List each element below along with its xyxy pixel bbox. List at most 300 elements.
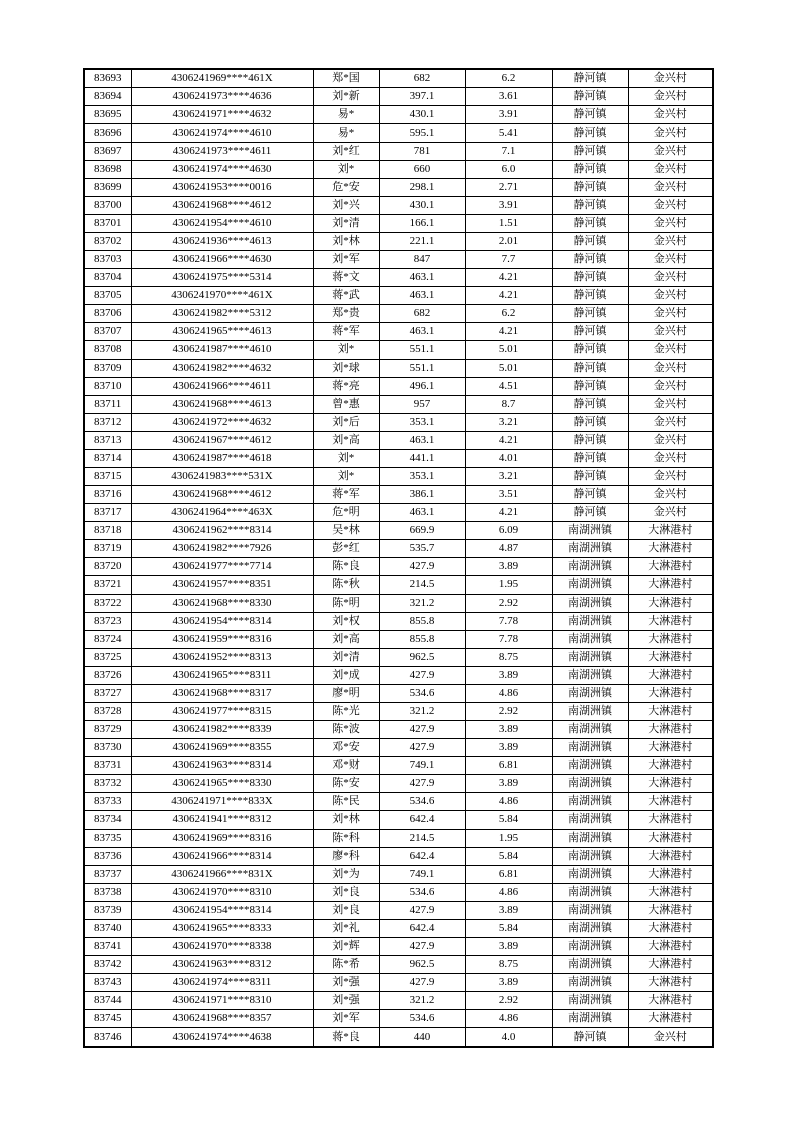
cell-serial: 83698	[84, 160, 131, 178]
cell-serial: 83705	[84, 287, 131, 305]
table-row	[84, 449, 713, 467]
cell-area: 2.92	[465, 992, 552, 1010]
cell-name: 刘*辉	[313, 938, 379, 956]
cell-area: 7.1	[465, 142, 552, 160]
cell-village: 金兴村	[628, 232, 713, 250]
cell-serial: 83707	[84, 323, 131, 341]
table-row	[84, 666, 713, 684]
cell-id-number: 4306241968****8357	[131, 1010, 313, 1028]
cell-serial: 83723	[84, 612, 131, 630]
cell-name: 刘*良	[313, 883, 379, 901]
table-row	[84, 124, 713, 142]
cell-area: 4.86	[465, 883, 552, 901]
cell-area: 3.89	[465, 775, 552, 793]
cell-town: 静河镇	[552, 305, 628, 323]
cell-amount: 321.2	[379, 992, 465, 1010]
cell-amount: 957	[379, 395, 465, 413]
table-row	[84, 431, 713, 449]
cell-serial: 83725	[84, 648, 131, 666]
cell-id-number: 4306241954****8314	[131, 612, 313, 630]
cell-amount: 749.1	[379, 757, 465, 775]
cell-town: 静河镇	[552, 69, 628, 88]
cell-name: 刘*球	[313, 359, 379, 377]
cell-village: 金兴村	[628, 142, 713, 160]
table-row	[84, 486, 713, 504]
cell-amount: 427.9	[379, 775, 465, 793]
table-row	[84, 739, 713, 757]
cell-id-number: 4306241974****4638	[131, 1028, 313, 1047]
cell-amount: 551.1	[379, 359, 465, 377]
cell-town: 静河镇	[552, 341, 628, 359]
cell-village: 金兴村	[628, 467, 713, 485]
cell-amount: 463.1	[379, 269, 465, 287]
cell-name: 刘*林	[313, 811, 379, 829]
cell-serial: 83713	[84, 431, 131, 449]
cell-village: 金兴村	[628, 395, 713, 413]
cell-village: 金兴村	[628, 377, 713, 395]
cell-id-number: 4306241974****8311	[131, 974, 313, 992]
cell-town: 静河镇	[552, 214, 628, 232]
cell-area: 6.2	[465, 69, 552, 88]
cell-serial: 83697	[84, 142, 131, 160]
table-row	[84, 178, 713, 196]
cell-amount: 496.1	[379, 377, 465, 395]
cell-serial: 83742	[84, 956, 131, 974]
table-row	[84, 467, 713, 485]
cell-area: 2.92	[465, 594, 552, 612]
cell-amount: 642.4	[379, 919, 465, 937]
cell-serial: 83719	[84, 540, 131, 558]
cell-village: 大淋港村	[628, 956, 713, 974]
cell-amount: 642.4	[379, 847, 465, 865]
cell-name: 刘*强	[313, 992, 379, 1010]
cell-serial: 83710	[84, 377, 131, 395]
cell-area: 4.21	[465, 504, 552, 522]
cell-name: 刘*高	[313, 630, 379, 648]
cell-area: 8.75	[465, 648, 552, 666]
cell-town: 静河镇	[552, 160, 628, 178]
cell-amount: 534.6	[379, 793, 465, 811]
cell-amount: 962.5	[379, 648, 465, 666]
cell-area: 4.21	[465, 323, 552, 341]
cell-serial: 83715	[84, 467, 131, 485]
cell-area: 4.86	[465, 793, 552, 811]
cell-village: 金兴村	[628, 1028, 713, 1047]
cell-serial: 83720	[84, 558, 131, 576]
cell-village: 大淋港村	[628, 721, 713, 739]
cell-village: 金兴村	[628, 486, 713, 504]
cell-name: 曾*惠	[313, 395, 379, 413]
cell-town: 静河镇	[552, 449, 628, 467]
cell-town: 静河镇	[552, 142, 628, 160]
cell-amount: 166.1	[379, 214, 465, 232]
cell-id-number: 4306241957****8351	[131, 576, 313, 594]
cell-amount: 660	[379, 160, 465, 178]
cell-town: 南湖洲镇	[552, 919, 628, 937]
cell-amount: 847	[379, 251, 465, 269]
table-row	[84, 702, 713, 720]
table-row	[84, 576, 713, 594]
table-row	[84, 341, 713, 359]
cell-village: 金兴村	[628, 287, 713, 305]
cell-area: 3.21	[465, 467, 552, 485]
cell-town: 南湖洲镇	[552, 684, 628, 702]
cell-name: 刘*礼	[313, 919, 379, 937]
cell-amount: 427.9	[379, 666, 465, 684]
table-row	[84, 522, 713, 540]
cell-amount: 214.5	[379, 576, 465, 594]
cell-serial: 83746	[84, 1028, 131, 1047]
cell-village: 大淋港村	[628, 1010, 713, 1028]
cell-name: 刘*成	[313, 666, 379, 684]
cell-village: 金兴村	[628, 305, 713, 323]
cell-area: 4.21	[465, 287, 552, 305]
table-row	[84, 1010, 713, 1028]
cell-serial: 83735	[84, 829, 131, 847]
cell-town: 南湖洲镇	[552, 757, 628, 775]
cell-amount: 441.1	[379, 449, 465, 467]
table-row	[84, 883, 713, 901]
table-row	[84, 359, 713, 377]
cell-id-number: 4306241966****8314	[131, 847, 313, 865]
cell-name: 邓*财	[313, 757, 379, 775]
cell-serial: 83731	[84, 757, 131, 775]
cell-area: 6.0	[465, 160, 552, 178]
cell-id-number: 4306241977****8315	[131, 702, 313, 720]
cell-id-number: 4306241974****4630	[131, 160, 313, 178]
cell-id-number: 4306241965****8330	[131, 775, 313, 793]
cell-serial: 83693	[84, 69, 131, 88]
table-row	[84, 106, 713, 124]
cell-name: 刘*后	[313, 413, 379, 431]
cell-village: 金兴村	[628, 178, 713, 196]
cell-name: 蒋*文	[313, 269, 379, 287]
cell-area: 3.89	[465, 901, 552, 919]
cell-amount: 463.1	[379, 323, 465, 341]
cell-name: 刘*红	[313, 142, 379, 160]
table-row	[84, 232, 713, 250]
cell-area: 8.75	[465, 956, 552, 974]
cell-name: 刘*为	[313, 865, 379, 883]
cell-serial: 83709	[84, 359, 131, 377]
cell-name: 刘*新	[313, 88, 379, 106]
cell-id-number: 4306241977****7714	[131, 558, 313, 576]
cell-village: 大淋港村	[628, 666, 713, 684]
cell-amount: 682	[379, 305, 465, 323]
cell-name: 陈*秋	[313, 576, 379, 594]
table-row	[84, 829, 713, 847]
cell-name: 易*	[313, 106, 379, 124]
cell-id-number: 4306241967****4612	[131, 431, 313, 449]
cell-village: 金兴村	[628, 196, 713, 214]
cell-village: 大淋港村	[628, 702, 713, 720]
cell-amount: 534.6	[379, 1010, 465, 1028]
cell-name: 危*明	[313, 504, 379, 522]
cell-village: 金兴村	[628, 160, 713, 178]
cell-village: 大淋港村	[628, 793, 713, 811]
cell-amount: 427.9	[379, 901, 465, 919]
cell-amount: 463.1	[379, 431, 465, 449]
cell-village: 大淋港村	[628, 630, 713, 648]
cell-amount: 535.7	[379, 540, 465, 558]
cell-amount: 353.1	[379, 467, 465, 485]
cell-id-number: 4306241971****833X	[131, 793, 313, 811]
cell-id-number: 4306241936****4613	[131, 232, 313, 250]
cell-area: 3.61	[465, 88, 552, 106]
cell-id-number: 4306241982****8339	[131, 721, 313, 739]
cell-name: 陈*明	[313, 594, 379, 612]
cell-town: 静河镇	[552, 504, 628, 522]
table-row	[84, 721, 713, 739]
table-row	[84, 630, 713, 648]
cell-town: 静河镇	[552, 1028, 628, 1047]
cell-town: 南湖洲镇	[552, 793, 628, 811]
table-row	[84, 992, 713, 1010]
cell-amount: 551.1	[379, 341, 465, 359]
cell-id-number: 4306241968****8330	[131, 594, 313, 612]
table-row	[84, 684, 713, 702]
cell-town: 南湖洲镇	[552, 956, 628, 974]
cell-area: 3.89	[465, 721, 552, 739]
cell-town: 南湖洲镇	[552, 938, 628, 956]
cell-village: 大淋港村	[628, 739, 713, 757]
cell-name: 刘*良	[313, 901, 379, 919]
table-row	[84, 377, 713, 395]
cell-town: 南湖洲镇	[552, 630, 628, 648]
cell-amount: 534.6	[379, 883, 465, 901]
cell-area: 2.01	[465, 232, 552, 250]
cell-area: 5.84	[465, 847, 552, 865]
cell-serial: 83737	[84, 865, 131, 883]
cell-serial: 83724	[84, 630, 131, 648]
cell-town: 南湖洲镇	[552, 648, 628, 666]
cell-serial: 83730	[84, 739, 131, 757]
table-row	[84, 974, 713, 992]
cell-name: 廖*明	[313, 684, 379, 702]
cell-village: 大淋港村	[628, 558, 713, 576]
table-row	[84, 847, 713, 865]
cell-serial: 83703	[84, 251, 131, 269]
table-row	[84, 938, 713, 956]
cell-town: 静河镇	[552, 232, 628, 250]
cell-town: 南湖洲镇	[552, 992, 628, 1010]
cell-amount: 682	[379, 69, 465, 88]
cell-id-number: 4306241982****5312	[131, 305, 313, 323]
cell-area: 3.89	[465, 739, 552, 757]
table-row	[84, 1028, 713, 1047]
cell-village: 金兴村	[628, 413, 713, 431]
cell-id-number: 4306241962****8314	[131, 522, 313, 540]
cell-amount: 440	[379, 1028, 465, 1047]
table-row	[84, 775, 713, 793]
cell-serial: 83733	[84, 793, 131, 811]
cell-area: 2.71	[465, 178, 552, 196]
cell-town: 静河镇	[552, 251, 628, 269]
cell-name: 刘*清	[313, 648, 379, 666]
cell-village: 金兴村	[628, 359, 713, 377]
table-row	[84, 919, 713, 937]
cell-serial: 83745	[84, 1010, 131, 1028]
cell-name: 蒋*军	[313, 486, 379, 504]
cell-town: 静河镇	[552, 323, 628, 341]
cell-village: 金兴村	[628, 269, 713, 287]
cell-id-number: 4306241987****4618	[131, 449, 313, 467]
cell-serial: 83704	[84, 269, 131, 287]
table-row	[84, 612, 713, 630]
cell-serial: 83740	[84, 919, 131, 937]
cell-id-number: 4306241963****8312	[131, 956, 313, 974]
cell-id-number: 4306241968****4612	[131, 196, 313, 214]
cell-town: 南湖洲镇	[552, 576, 628, 594]
cell-id-number: 4306241953****0016	[131, 178, 313, 196]
cell-name: 陈*波	[313, 721, 379, 739]
cell-town: 南湖洲镇	[552, 612, 628, 630]
cell-town: 南湖洲镇	[552, 883, 628, 901]
cell-area: 5.41	[465, 124, 552, 142]
cell-area: 3.89	[465, 558, 552, 576]
cell-village: 金兴村	[628, 504, 713, 522]
cell-town: 南湖洲镇	[552, 901, 628, 919]
cell-village: 金兴村	[628, 106, 713, 124]
cell-area: 3.89	[465, 666, 552, 684]
cell-name: 刘*	[313, 160, 379, 178]
table-row	[84, 594, 713, 612]
cell-town: 静河镇	[552, 431, 628, 449]
cell-town: 南湖洲镇	[552, 829, 628, 847]
cell-amount: 397.1	[379, 88, 465, 106]
cell-amount: 427.9	[379, 974, 465, 992]
cell-village: 大淋港村	[628, 847, 713, 865]
cell-serial: 83696	[84, 124, 131, 142]
cell-town: 南湖洲镇	[552, 811, 628, 829]
table-row	[84, 811, 713, 829]
cell-amount: 855.8	[379, 630, 465, 648]
cell-town: 静河镇	[552, 359, 628, 377]
cell-village: 大淋港村	[628, 757, 713, 775]
cell-id-number: 4306241954****8314	[131, 901, 313, 919]
cell-area: 1.95	[465, 576, 552, 594]
cell-name: 郑*国	[313, 69, 379, 88]
table-row	[84, 901, 713, 919]
cell-area: 5.84	[465, 811, 552, 829]
cell-area: 7.78	[465, 630, 552, 648]
cell-amount: 214.5	[379, 829, 465, 847]
cell-id-number: 4306241969****8316	[131, 829, 313, 847]
cell-town: 南湖洲镇	[552, 974, 628, 992]
cell-village: 大淋港村	[628, 522, 713, 540]
table-row	[84, 305, 713, 323]
table-row	[84, 648, 713, 666]
cell-village: 金兴村	[628, 431, 713, 449]
cell-area: 3.91	[465, 106, 552, 124]
cell-town: 南湖洲镇	[552, 702, 628, 720]
cell-id-number: 4306241965****8333	[131, 919, 313, 937]
cell-id-number: 4306241970****8310	[131, 883, 313, 901]
table-row	[84, 323, 713, 341]
cell-area: 6.2	[465, 305, 552, 323]
cell-id-number: 4306241969****461X	[131, 69, 313, 88]
cell-village: 大淋港村	[628, 540, 713, 558]
cell-serial: 83694	[84, 88, 131, 106]
cell-amount: 353.1	[379, 413, 465, 431]
cell-serial: 83702	[84, 232, 131, 250]
cell-town: 静河镇	[552, 269, 628, 287]
cell-serial: 83727	[84, 684, 131, 702]
cell-id-number: 4306241965****8311	[131, 666, 313, 684]
cell-town: 静河镇	[552, 486, 628, 504]
cell-name: 刘*林	[313, 232, 379, 250]
cell-name: 吴*林	[313, 522, 379, 540]
cell-serial: 83739	[84, 901, 131, 919]
cell-name: 蒋*良	[313, 1028, 379, 1047]
cell-name: 彭*红	[313, 540, 379, 558]
cell-serial: 83734	[84, 811, 131, 829]
cell-serial: 83741	[84, 938, 131, 956]
cell-village: 大淋港村	[628, 648, 713, 666]
cell-id-number: 4306241966****831X	[131, 865, 313, 883]
cell-id-number: 4306241970****8338	[131, 938, 313, 956]
cell-id-number: 4306241971****4632	[131, 106, 313, 124]
table-row	[84, 214, 713, 232]
cell-serial: 83726	[84, 666, 131, 684]
cell-area: 1.95	[465, 829, 552, 847]
table-row	[84, 504, 713, 522]
table-row	[84, 540, 713, 558]
cell-town: 南湖洲镇	[552, 847, 628, 865]
cell-serial: 83716	[84, 486, 131, 504]
cell-village: 大淋港村	[628, 901, 713, 919]
cell-amount: 962.5	[379, 956, 465, 974]
cell-id-number: 4306241963****8314	[131, 757, 313, 775]
table-row	[84, 757, 713, 775]
cell-village: 大淋港村	[628, 775, 713, 793]
cell-amount: 595.1	[379, 124, 465, 142]
cell-serial: 83699	[84, 178, 131, 196]
cell-serial: 83701	[84, 214, 131, 232]
cell-name: 刘*军	[313, 1010, 379, 1028]
cell-amount: 321.2	[379, 702, 465, 720]
cell-name: 刘*	[313, 341, 379, 359]
cell-town: 南湖洲镇	[552, 1010, 628, 1028]
cell-id-number: 4306241982****4632	[131, 359, 313, 377]
cell-town: 静河镇	[552, 467, 628, 485]
cell-name: 陈*希	[313, 956, 379, 974]
cell-serial: 83712	[84, 413, 131, 431]
cell-village: 大淋港村	[628, 938, 713, 956]
cell-name: 陈*良	[313, 558, 379, 576]
cell-town: 南湖洲镇	[552, 865, 628, 883]
cell-village: 金兴村	[628, 323, 713, 341]
cell-village: 大淋港村	[628, 684, 713, 702]
cell-area: 4.86	[465, 684, 552, 702]
cell-name: 刘*	[313, 467, 379, 485]
cell-area: 3.89	[465, 938, 552, 956]
cell-name: 蒋*亮	[313, 377, 379, 395]
cell-serial: 83717	[84, 504, 131, 522]
cell-area: 3.89	[465, 974, 552, 992]
cell-area: 2.92	[465, 702, 552, 720]
cell-serial: 83728	[84, 702, 131, 720]
cell-name: 陈*光	[313, 702, 379, 720]
cell-amount: 430.1	[379, 196, 465, 214]
table-row	[84, 160, 713, 178]
cell-amount: 749.1	[379, 865, 465, 883]
cell-village: 金兴村	[628, 251, 713, 269]
table-row	[84, 413, 713, 431]
cell-name: 邓*安	[313, 739, 379, 757]
cell-village: 大淋港村	[628, 992, 713, 1010]
cell-town: 南湖洲镇	[552, 666, 628, 684]
